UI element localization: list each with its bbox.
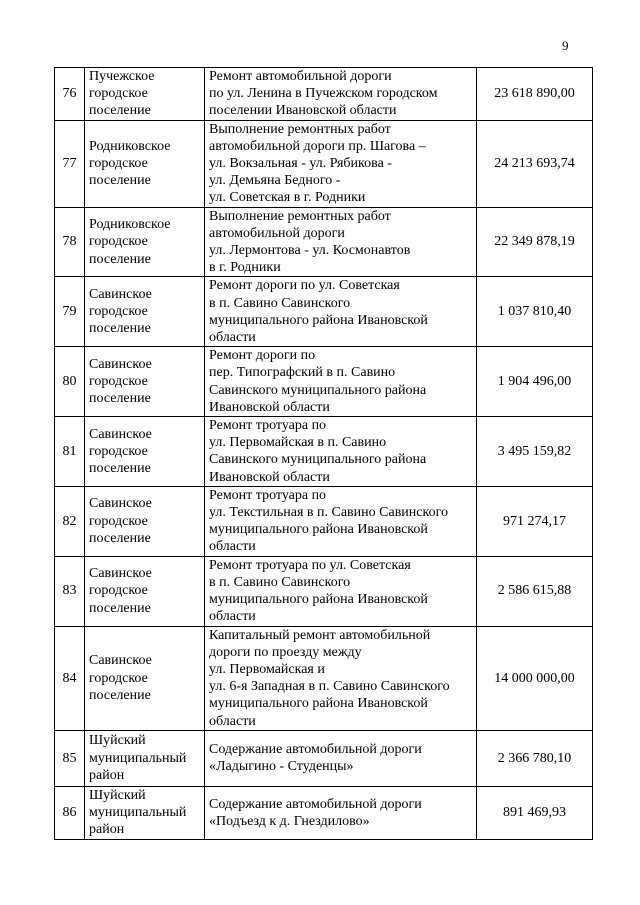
municipality-cell (85, 417, 205, 487)
municipality-line: Родниковское (89, 138, 171, 154)
table-row (55, 207, 593, 277)
municipality-line: Пучежское (89, 69, 155, 84)
description-line: области (209, 539, 256, 555)
description-line: пер. Типографский в п. Савино (209, 365, 396, 381)
description-line: Ремонт автомобильной дороги (209, 69, 392, 84)
table-row (55, 417, 593, 487)
municipality-cell (85, 486, 205, 556)
amount-cell: 1 037 810,40 (477, 277, 593, 347)
description-line: в г. Родники (209, 260, 281, 276)
description-line: ул. Советская в г. Родники (209, 190, 366, 206)
page-number: 9 (562, 38, 569, 53)
table-row (55, 786, 593, 839)
description-line: муниципального района Ивановской (209, 312, 428, 328)
municipality-cell (85, 120, 205, 207)
municipality-line: Савинское (89, 566, 152, 582)
row-number: 78 (55, 207, 85, 277)
amount-cell: 3 495 159,82 (477, 417, 593, 487)
description-line: автомобильной дороги (209, 225, 345, 241)
municipality-line: район (89, 767, 125, 783)
description-line: ул. 6-я Западная в п. Савино Савинского (209, 679, 450, 695)
municipality-cell (85, 786, 205, 839)
amount-cell: 1 904 496,00 (477, 347, 593, 417)
description-cell (205, 417, 477, 487)
description-line: Ремонт тротуара по (209, 418, 327, 434)
amount-cell: 2 586 615,88 (477, 556, 593, 626)
table-row (55, 277, 593, 347)
amount-cell: 22 349 878,19 (477, 207, 593, 277)
row-number: 76 (55, 68, 85, 121)
description-line: Ремонт тротуара по (209, 487, 327, 503)
amount-cell: 24 213 693,74 (477, 120, 593, 207)
road-works-table (54, 67, 593, 840)
municipality-line: муниципальный (89, 750, 187, 766)
description-line: ул. Первомайская и (209, 661, 325, 677)
municipality-line: Савинское (89, 653, 152, 669)
municipality-line: Савинское (89, 426, 152, 442)
municipality-line: поселение (89, 530, 151, 546)
description-line: муниципального района Ивановской (209, 592, 428, 608)
table-row (55, 68, 593, 121)
row-number: 81 (55, 417, 85, 487)
table-row (55, 556, 593, 626)
municipality-line: городское (89, 234, 148, 250)
description-line: Ремонт тротуара по ул. Советская (209, 557, 411, 573)
description-cell (205, 786, 477, 839)
municipality-line: поселение (89, 321, 151, 337)
description-line: ул. Вокзальная - ул. Рябикова - (209, 156, 392, 172)
municipality-line: городское (89, 374, 148, 390)
table-row (55, 626, 593, 730)
row-number: 77 (55, 120, 85, 207)
amount-cell: 23 618 890,00 (477, 68, 593, 121)
description-line: Савинского муниципального района (209, 452, 427, 468)
municipality-line: поселение (89, 391, 151, 407)
table-row (55, 120, 593, 207)
table-row (55, 730, 593, 786)
row-number: 79 (55, 277, 85, 347)
description-line: Капитальный ремонт автомобильной (209, 627, 431, 643)
municipality-line: Савинское (89, 356, 152, 372)
description-line: Савинского муниципального района (209, 382, 427, 398)
municipality-line: поселение (89, 461, 151, 477)
row-number: 85 (55, 730, 85, 786)
municipality-line: городское (89, 583, 148, 599)
row-number: 84 (55, 626, 85, 730)
municipality-line: городское (89, 443, 148, 459)
description-line: Содержание автомобильной дороги (209, 742, 422, 758)
description-line: ул. Текстильная в п. Савино Савинского (209, 505, 448, 521)
municipality-cell (85, 626, 205, 730)
municipality-cell (85, 556, 205, 626)
description-line: поселении Ивановской области (209, 103, 397, 119)
description-line: Содержание автомобильной дороги (209, 796, 422, 812)
municipality-line: поселение (89, 687, 151, 703)
municipality-line: городское (89, 670, 148, 686)
row-number: 83 (55, 556, 85, 626)
description-line: Выполнение ремонтных работ (209, 121, 391, 137)
municipality-line: поселение (89, 103, 151, 119)
description-cell (205, 207, 477, 277)
municipality-line: Шуйский (89, 787, 146, 803)
description-line: муниципального района Ивановской (209, 696, 428, 712)
municipality-line: Родниковское (89, 217, 171, 233)
municipality-line: поселение (89, 251, 151, 267)
municipality-line: Савинское (89, 496, 152, 512)
description-line: Ремонт дороги по (209, 348, 316, 364)
description-line: Ивановской области (209, 469, 330, 485)
description-line: по ул. Ленина в Пучежском городском (209, 86, 438, 102)
municipality-line: городское (89, 513, 148, 529)
description-line: муниципального района Ивановской (209, 522, 428, 538)
municipality-cell (85, 207, 205, 277)
municipality-cell (85, 277, 205, 347)
row-number: 82 (55, 486, 85, 556)
description-cell (205, 277, 477, 347)
table-row (55, 347, 593, 417)
description-line: ул. Первомайская в п. Савино (209, 435, 387, 451)
description-line: в п. Савино Савинского (209, 295, 351, 311)
amount-cell: 14 000 000,00 (477, 626, 593, 730)
description-line: «Ладыгино - Студенцы» (209, 759, 354, 775)
description-line: Ремонт дороги по ул. Советская (209, 278, 400, 294)
description-line: Ивановской области (209, 399, 330, 415)
description-line: области (209, 609, 256, 625)
municipality-line: Савинское (89, 287, 152, 303)
description-cell (205, 486, 477, 556)
description-line: автомобильной дороги пр. Шагова – (209, 138, 426, 154)
description-line: области (209, 330, 256, 346)
amount-cell: 2 366 780,10 (477, 730, 593, 786)
description-line: Выполнение ремонтных работ (209, 208, 391, 224)
description-cell (205, 68, 477, 121)
municipality-line: муниципальный (89, 805, 187, 821)
municipality-cell (85, 68, 205, 121)
description-cell (205, 730, 477, 786)
description-line: ул. Лермонтова - ул. Космонавтов (209, 243, 411, 259)
municipality-line: городское (89, 86, 148, 102)
municipality-line: городское (89, 304, 148, 320)
municipality-cell (85, 347, 205, 417)
description-line: ул. Демьяна Бедного - (209, 173, 341, 189)
description-cell (205, 120, 477, 207)
description-cell (205, 626, 477, 730)
description-line: «Подъезд к д. Гнездилово» (209, 813, 370, 829)
municipality-line: городское (89, 156, 148, 172)
description-line: дороги по проезду между (209, 644, 362, 660)
municipality-line: район (89, 822, 125, 838)
municipality-line: поселение (89, 173, 151, 189)
description-line: в п. Савино Савинского (209, 574, 351, 590)
description-line: области (209, 713, 256, 729)
row-number: 86 (55, 786, 85, 839)
row-number: 80 (55, 347, 85, 417)
municipality-line: Шуйский (89, 733, 146, 749)
municipality-line: поселение (89, 600, 151, 616)
amount-cell: 891 469,93 (477, 786, 593, 839)
table-row (55, 486, 593, 556)
municipality-cell (85, 730, 205, 786)
amount-cell: 971 274,17 (477, 486, 593, 556)
description-cell (205, 347, 477, 417)
description-cell (205, 556, 477, 626)
